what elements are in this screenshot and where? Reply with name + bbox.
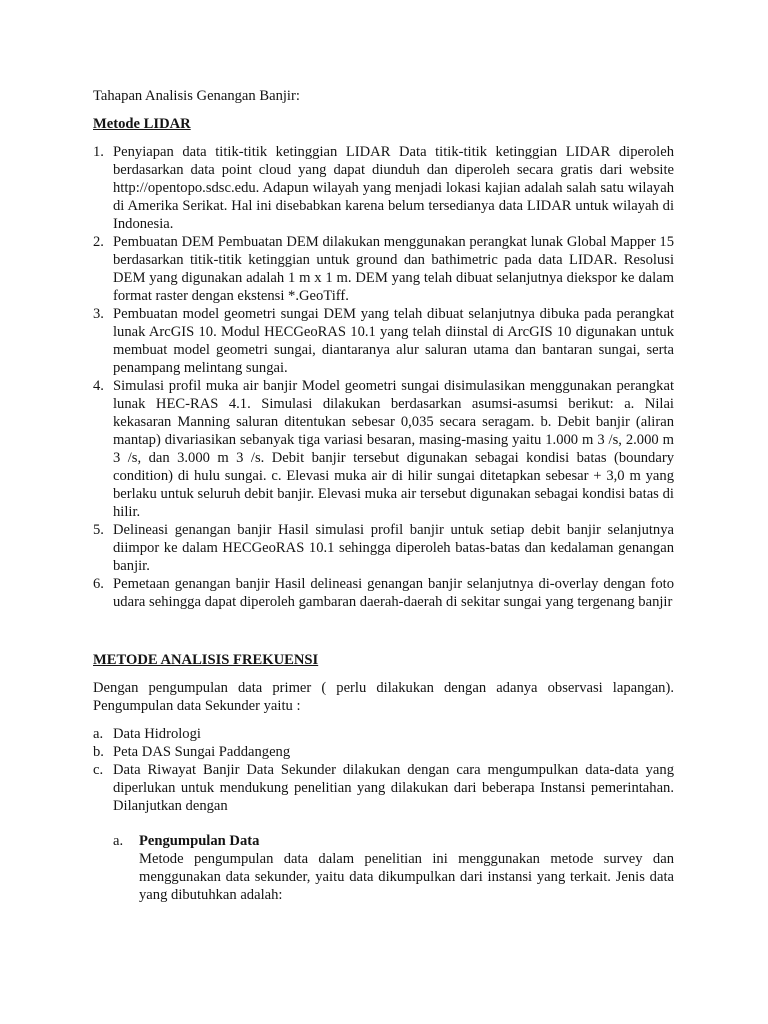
subsection-title: Pengumpulan Data bbox=[139, 833, 260, 849]
list-item-text: Pemetaan genangan banjir Hasil delineasi genangan banjir selanjutnya di-overlay dengan foto udara sehingga dapat diperoleh gambaran daerah-daerah di sekitar sungai yang tergenang banjir bbox=[113, 576, 674, 610]
list-item-text: Data Riwayat Banjir Data Sekunder dilakukan dengan cara mengumpulkan data-data yang diperlukan untuk mendukung penelitian yang dilakukan dari beberapa Instansi pemerintahan. Dilanjutkan dengan bbox=[113, 762, 674, 814]
list-marker: 3. bbox=[93, 306, 104, 322]
subsection-marker: a. bbox=[113, 833, 124, 849]
intro-text: Tahapan Analisis Genangan Banjir: bbox=[93, 88, 300, 104]
list-item bbox=[93, 725, 674, 743]
list-marker: 1. bbox=[93, 144, 104, 160]
document-body bbox=[93, 87, 674, 904]
subsection-text: Metode pengumpulan data dalam penelitian ini menggunakan metode survey dan menggunakan data sekunder, yaitu data dikumpulkan dari instansi yang terkait. Jenis data yang dibutuhkan adalah: bbox=[139, 851, 674, 903]
list-item-text: Simulasi profil muka air banjir Model geometri sungai disimulasikan menggunakan perangkat lunak HEC-RAS 4.1. Simulasi dilakukan berdasarkan asumsi-asumsi berikut: a. Nilai kekasaran Manning saluran ditentukan sebesar 0,035 secara seragam. b. Debit banjir (aliran mantap) divariasikan sebanyak tiga variasi besaran, masing-masing yaitu 1.000 m 3 /s, 2.000 m 3 /s, dan 3.000 m 3 /s. Debit banjir tersebut digunakan sebagai kondisi batas (boundary condition) di hulu sungai. c. Elevasi muka air di hilir sungai ditetapkan sebesar + 3,0 m yang berlaku untuk seluruh debit banjir. Elevasi muka air tersebut digunakan sebagai kondisi batas di hilir. bbox=[113, 378, 674, 520]
list-item bbox=[93, 761, 674, 815]
list-marker: b. bbox=[93, 744, 104, 760]
list-marker: 6. bbox=[93, 576, 104, 592]
secondary-data-list bbox=[93, 725, 674, 815]
list-item bbox=[93, 305, 674, 377]
list-item-text: Data Hidrologi bbox=[113, 726, 201, 742]
subsection-item bbox=[113, 832, 674, 904]
list-marker: c. bbox=[93, 762, 104, 778]
list-item-text: Pembuatan DEM Pembuatan DEM dilakukan menggunakan perangkat lunak Global Mapper 15 berdasarkan titik-titik ketinggian untuk ground dan bathimetric pada data LIDAR. Resolusi DEM yang digunakan adalah 1 m x 1 m. DEM yang telah dibuat selanjutnya diekspor ke dalam format raster dengan ekstensi *.GeoTiff. bbox=[113, 234, 674, 304]
list-marker: 5. bbox=[93, 522, 104, 538]
list-item bbox=[93, 143, 674, 233]
list-item-text: Peta DAS Sungai Paddangeng bbox=[113, 744, 291, 760]
lidar-steps-list bbox=[93, 143, 674, 611]
list-marker: 2. bbox=[93, 234, 104, 250]
list-item bbox=[93, 233, 674, 305]
list-item bbox=[93, 377, 674, 521]
section-heading-frekuensi: METODE ANALISIS FREKUENSI bbox=[93, 652, 319, 668]
list-marker: a. bbox=[93, 726, 104, 742]
list-item-text: Penyiapan data titik-titik ketinggian LIDAR Data titik-titik ketinggian LIDAR diperoleh berdasarkan data point cloud yang dapat diunduh dan diperoleh secara gratis dari website http://opentopo.sdsc.edu. Adapun wilayah yang menjadi lokasi kajian adalah salah satu wilayah di Amerika Serikat. Hal ini disebabkan karena belum tersedianya data LIDAR untuk wilayah di Indonesia. bbox=[113, 144, 674, 232]
section-heading-lidar: Metode LIDAR bbox=[93, 116, 191, 132]
subsection-pengumpulan-data bbox=[113, 832, 674, 904]
list-item-text: Delineasi genangan banjir Hasil simulasi profil banjir untuk setiap debit banjir selanjutnya diimpor ke dalam HECGeoRAS 10.1 sehingga diperoleh batas-batas dan kedalaman genangan banjir. bbox=[113, 522, 674, 574]
frekuensi-paragraph: Dengan pengumpulan data primer ( perlu dilakukan dengan adanya observasi lapangan). Pengumpulan data Sekunder yaitu : bbox=[93, 680, 674, 714]
list-item bbox=[93, 575, 674, 611]
list-item-text: Pembuatan model geometri sungai DEM yang telah dibuat selanjutnya dibuka pada perangkat lunak ArcGIS 10. Modul HECGeoRAS 10.1 yang telah diinstal di ArcGIS 10 digunakan untuk membuat model geometri sungai, diantaranya alur saluran utama dan bantaran sungai, serta penampang melintang sungai. bbox=[113, 306, 674, 376]
list-marker: 4. bbox=[93, 378, 104, 394]
list-item bbox=[93, 521, 674, 575]
list-item bbox=[93, 743, 674, 761]
